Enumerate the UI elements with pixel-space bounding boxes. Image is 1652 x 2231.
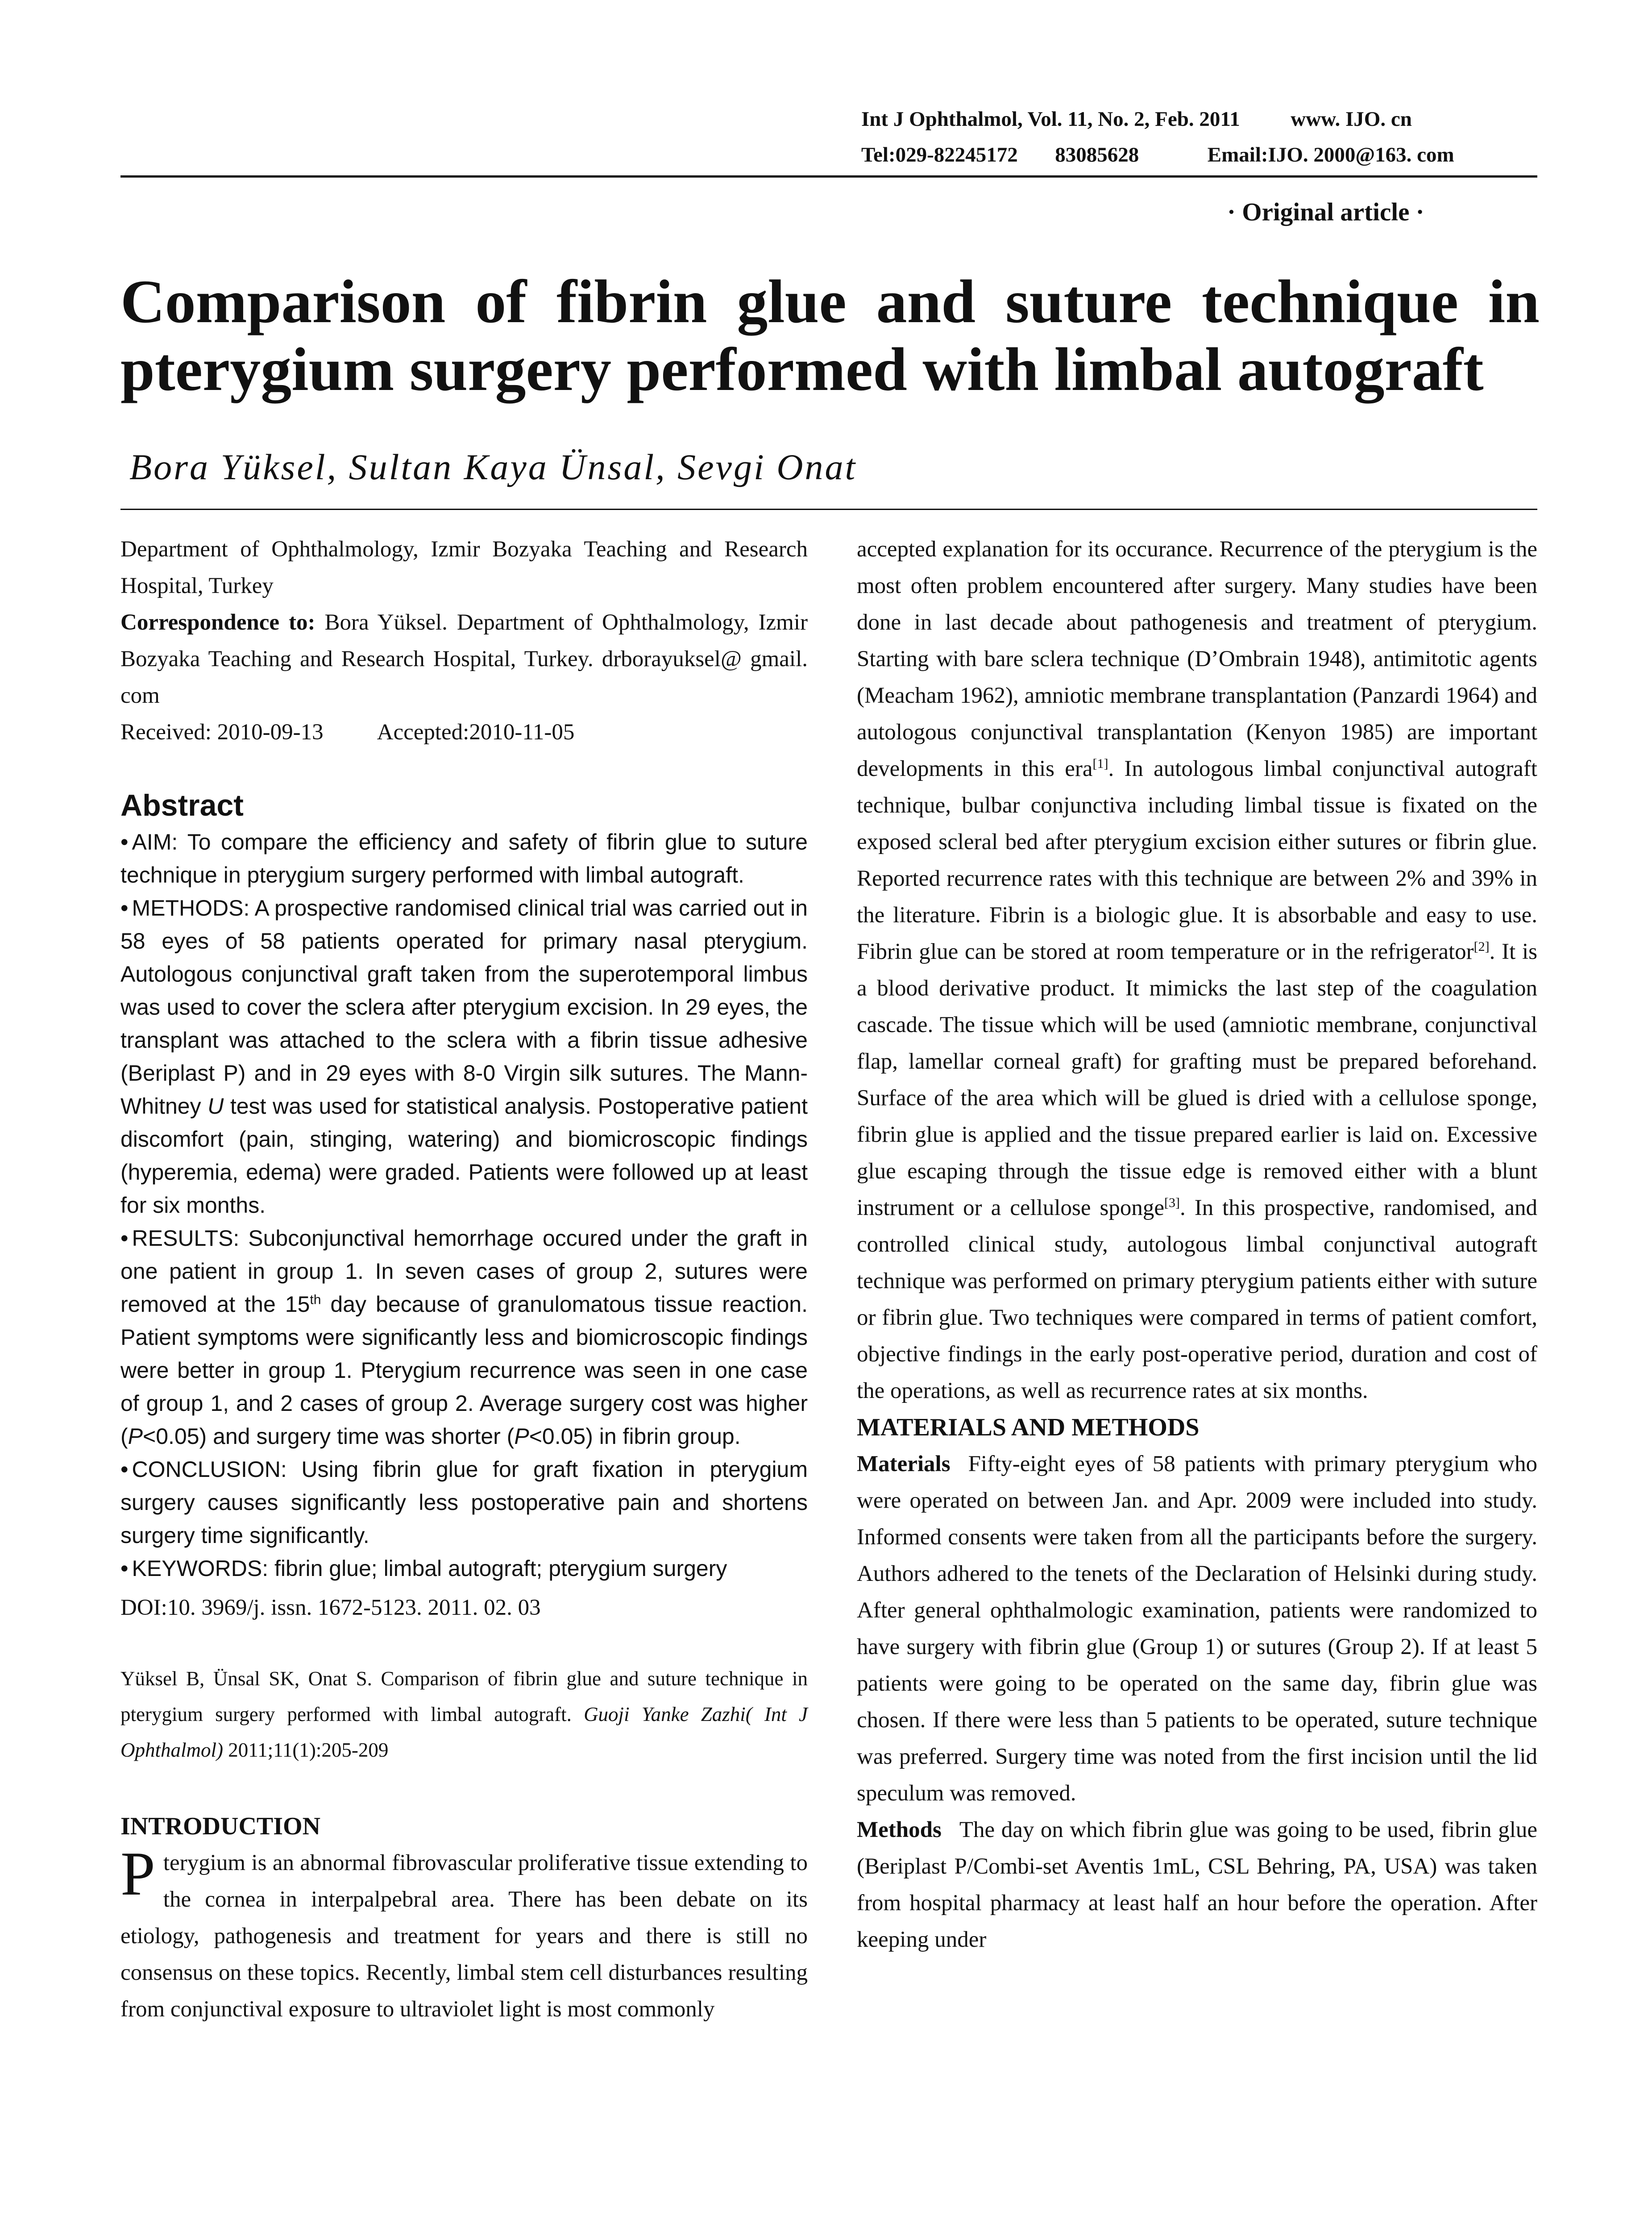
keywords-text: KEYWORDS: fibrin glue; limbal autograft; pterygium surgery [132,1556,727,1581]
introduction-continued [857,531,1537,1409]
received-accepted [120,714,808,751]
bullet-icon: • [120,1226,129,1251]
methods-text: The day on which fibrin glue was going to be used, fibrin glue (Beriplast P/Combi-set Aventis 1mL, CSL Behring, PA, USA) was taken from hospital pharmacy at least half an hour before the operation. After keeping under [857,1817,1537,1952]
drop-cap: P [120,1839,155,1908]
abstract-results [120,1222,808,1453]
results-text-a: RESULTS: Subconjunctival hemorrhage occured under the graft in one patient in group 1. In seven cases of group 2, sutures were removed at the 15 [120,1226,808,1317]
correspondence-label: Correspondence to: [120,610,315,635]
materials-text: Fifty-eight eyes of 58 patients with primary pterygium who were operated on between Jan. and Apr. 2009 were included into study. Informed consents were taken from all the participants before the surgery. Authors adhered to the tenets of the Declaration of Helsinki during study. After general ophthalmologic examination, patients were randomized to have surgery with fibrin glue (Group 1) or sutures (Group 2). If at least 5 patients were going to be operated on the same day, fibrin glue was chosen. If there were less than 5 patients to be operated, suture technique was preferred. Surgery time was noted from the first incision until the lid speculum was removed. [857,1451,1537,1806]
correspondence [120,604,808,714]
journal-tel2: 83085628 [1055,143,1139,166]
right-column [857,531,1537,1958]
materials-paragraph [857,1446,1537,1812]
authors-rule [120,509,1537,510]
methods-label: Methods [857,1817,942,1842]
introduction-text-left: terygium is an abnormal fibrovascular proliferative tissue extending to the cornea in interpalpebral area. There has been debate on its etiology, pathogenesis and treatment for years and there is still no consensus on these topics. Recently, limbal stem cell disturbances resulting from conjunctival exposure to ultraviolet light is most commonly [120,1850,808,2022]
title-line-2: pterygium surgery performed with limbal autograft [120,335,1484,403]
abstract-keywords [120,1552,808,1585]
methods-u: U [208,1094,224,1119]
results-p1: P [128,1424,143,1449]
bullet-icon: • [120,896,129,921]
citation-volume: 2011;11(1):205-209 [223,1739,389,1761]
introduction-paragraph [120,1839,808,2028]
results-text-c: <0.05) and surgery time was shorter ( [143,1424,515,1449]
citation [120,1661,808,1768]
results-p2: P [514,1424,529,1449]
running-header-line2 [861,143,1537,167]
abstract-methods [120,892,808,1222]
intro-text-a: accepted explanation for its occurance. Recurrence of the pterygium is the most often problem encountered after surgery. Many studies have been done in last decade about pathogenesis and treatment of pterygium. Starting with bare sclera technique (D’Ombrain 1948), antimitotic agents (Meacham 1962), amniotic membrane transplantation (Panzardi 1964) and autologous conjunctival transplantation (Kenyon 1985) are important developments in this era [857,537,1537,781]
methods-text-b: test was used for statistical analysis. Postoperative patient discomfort (pain, stinging, watering) and biomicroscopic findings (hyperemia, edema) were graded. Patients were followed up at least for six months. [120,1094,808,1218]
results-superscript: th [310,1292,321,1307]
correspondence-text: Bora Yüksel. Department of Ophthalmology, Izmir Bozyaka Teaching and Research Hospital, Turkey. drborayuksel@ gmail. com [120,610,808,708]
intro-text-d: . In this prospective, randomised, and controlled clinical study, autologous limbal conjunctival autograft technique was performed on primary pterygium patients either with suture or fibrin glue. Two techniques were compared in terms of patient comfort, objective findings in the early post-operative period, duration and cost of the operations, as well as recurrence rates at six months. [857,1195,1538,1403]
received-date: Received: 2010-09-13 [120,720,324,745]
journal-website: www. IJO. cn [1291,108,1412,131]
methods-paragraph [857,1812,1537,1958]
bullet-icon: • [120,1457,129,1482]
conclusion-text: CONCLUSION: Using fibrin glue for graft fixation in pterygium surgery causes significantly less postoperative pain and shortens surgery time significantly. [120,1457,808,1548]
doi: DOI:10. 3969/j. issn. 1672-5123. 2011. 02. 03 [120,1595,541,1620]
abstract-aim [120,825,808,892]
results-text-b: day because of granulomatous tissue reaction. Patient symptoms were significantly less and biomicroscopic findings were better in group 1. Pterygium recurrence was seen in one case of group 1, and 2 cases of group 2. Average surgery cost was higher ( [120,1292,808,1449]
title-line-1: Comparison of fibrin glue and suture technique in [120,267,1540,336]
author-list: Bora Yüksel, Sultan Kaya Ünsal, Sevgi Onat [129,447,857,487]
bullet-icon: • [120,829,129,854]
materials-methods-heading: MATERIALS AND METHODS [857,1414,1200,1441]
running-header-line1 [861,107,1537,131]
reference-1: [1] [1092,756,1108,771]
intro-text-c: . It is a blood derivative product. It mimicks the last step of the coagulation cascade. The tissue which will be used (amniotic membrane, conjunctival flap, lamellar corneal graft) for grafting must be prepared beforehand. Surface of the area which will be glued is dried with a cellulose sponge, fibrin glue is applied and the tissue prepared earlier is laid on. Excessive glue escaping through the tissue edge is removed either with a blunt instrument or a cellulose sponge [857,939,1537,1220]
results-text-d: <0.05) in fibrin group. [529,1424,741,1449]
intro-text-b: . In autologous limbal conjunctival autograft technique, bulbar conjunctiva including limbal tissue is fixated on the exposed scleral bed after pterygium excision either sutures or fibrin glue. Reported recurrence rates with this technique are between 2% and 39% in the literature. Fibrin is a biologic glue. It is absorbable and easy to use. Fibrin glue can be stored at room temperature or in the refrigerator [857,756,1537,964]
abstract-heading: Abstract [120,788,244,822]
journal-tel: Tel:029-82245172 [861,143,1018,166]
reference-2: [2] [1474,939,1490,954]
accepted-date: Accepted:2010-11-05 [377,720,575,745]
article-title [120,268,1540,403]
reference-3: [3] [1164,1195,1180,1210]
abstract-conclusion [120,1453,808,1552]
citation-journal: Guoji Yanke Zazhi( Int J Ophthalmol) [120,1703,808,1761]
aim-text: AIM: To compare the efficiency and safety of fibrin glue to suture technique in pterygium surgery performed with limbal autograft. [120,829,808,887]
citation-text: Yüksel B, Ünsal SK, Onat S. Comparison of fibrin glue and suture technique in pterygium surgery performed with limbal autograft. [120,1667,808,1725]
materials-label: Materials [857,1451,951,1476]
introduction-heading: INTRODUCTION [120,1812,321,1840]
header-rule [120,175,1537,178]
journal-email: Email:IJO. 2000@163. com [1207,143,1454,166]
affiliation: Department of Ophthalmology, Izmir Bozyaka Teaching and Research Hospital, Turkey [120,537,808,598]
bullet-icon: • [120,1556,129,1581]
methods-text-a: METHODS: A prospective randomised clinical trial was carried out in 58 eyes of 58 patients operated for primary nasal pterygium. Autologous conjunctival graft taken from the superotemporal limbus was used to cover the sclera after pterygium excision. In 29 eyes, the transplant was attached to the sclera with a fibrin tissue adhesive (Beriplast P) and in 29 eyes with 8-0 Virgin silk sutures. The Mann-Whitney [120,896,808,1119]
article-type: · Original article · [1227,198,1424,226]
journal-citation: Int J Ophthalmol, Vol. 11, No. 2, Feb. 2011 [861,108,1240,131]
left-column [120,531,808,2028]
